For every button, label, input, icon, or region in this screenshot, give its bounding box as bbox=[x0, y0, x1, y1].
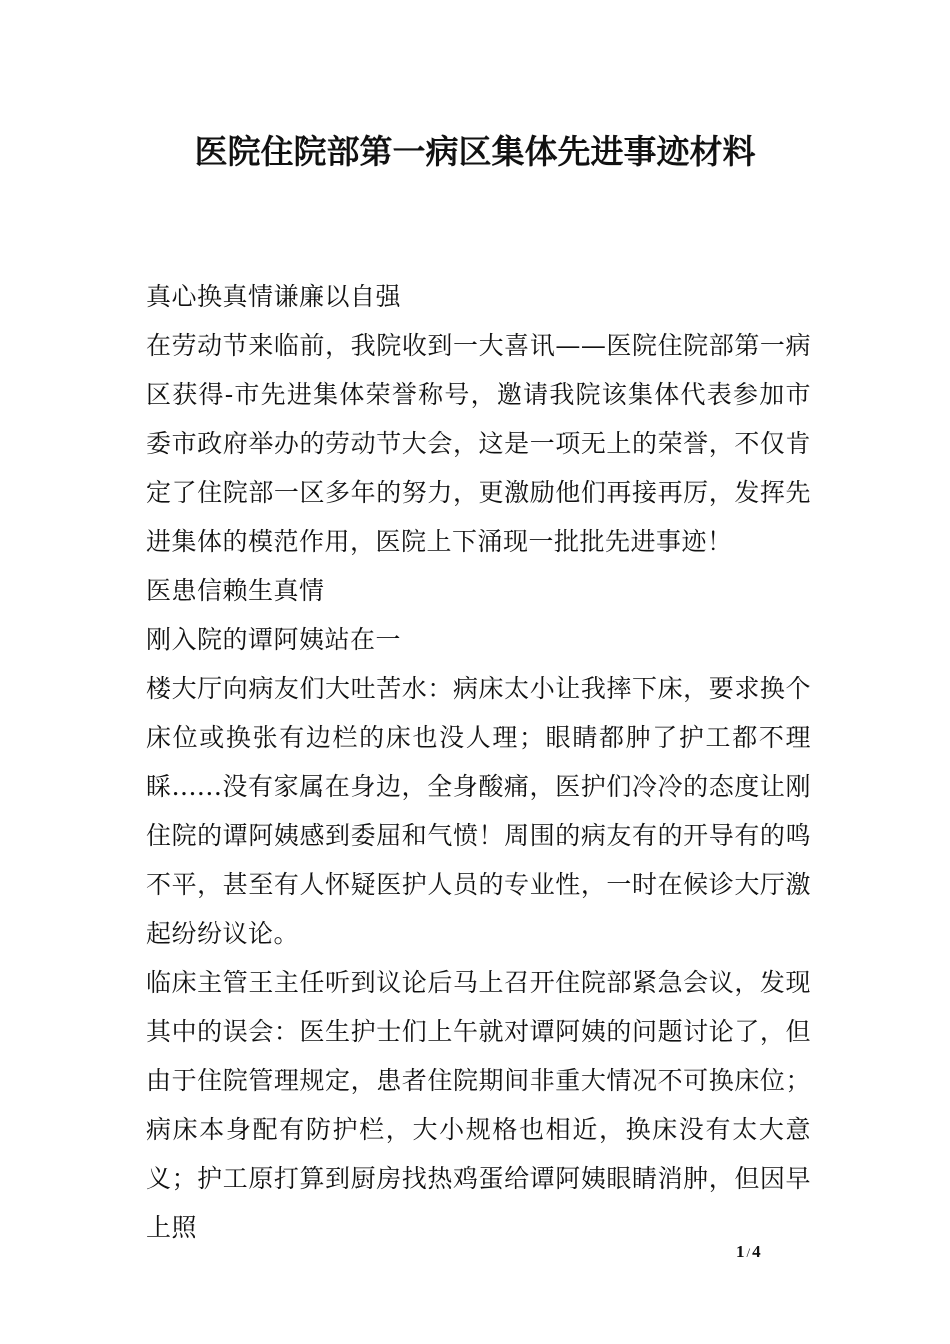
page-number bbox=[736, 1240, 761, 1265]
paragraph-response: 临床主管王主任听到议论后马上召开住院部紧急会议，发现其中的误会：医生护士们上午就对谭阿姨的问题讨论了，但由于住院管理规定，患者住院期间非重大情况不可换床位；病床本身配有防护栏，大小规格也相近，换床没有太大意义；护工原打算到厨房找热鸡蛋给谭阿姨眼睛消肿，但因早上照 bbox=[146, 968, 811, 1242]
page-separator: / bbox=[746, 1245, 751, 1260]
page-current: 1 bbox=[736, 1242, 745, 1261]
section-heading-1: 真心换真情谦廉以自强 bbox=[146, 282, 402, 311]
paragraph-line-fragment: 刚入院的谭阿姨站在一 bbox=[146, 625, 402, 654]
page-total: 4 bbox=[752, 1242, 761, 1261]
section-heading-2: 医患信赖生真情 bbox=[146, 576, 325, 605]
paragraph-complaint: 楼大厅向病友们大吐苦水：病床太小让我摔下床，要求换个床位或换张有边栏的床也没人理；眼睛都肿了护工都不理睬......没有家属在身边，全身酸痛，医护们冷冷的态度让刚住院的谭阿姨感到委屈和气愤！周围的病友有的开导有的鸣不平，甚至有人怀疑医护人员的专业性，一时在候诊大厅激起纷纷议论。 bbox=[146, 674, 811, 948]
document-body bbox=[146, 272, 811, 1252]
document-title: 医院住院部第一病区集体先进事迹材料 bbox=[194, 132, 756, 171]
paragraph-intro: 在劳动节来临前，我院收到一大喜讯——医院住院部第一病区获得-市先进集体荣誉称号，邀请我院该集体代表参加市委市政府举办的劳动节大会，这是一项无上的荣誉，不仅肯定了住院部一区多年的努力，更激励他们再接再厉，发挥先进集体的模范作用，医院上下涌现一批批先进事迹！ bbox=[146, 331, 811, 556]
